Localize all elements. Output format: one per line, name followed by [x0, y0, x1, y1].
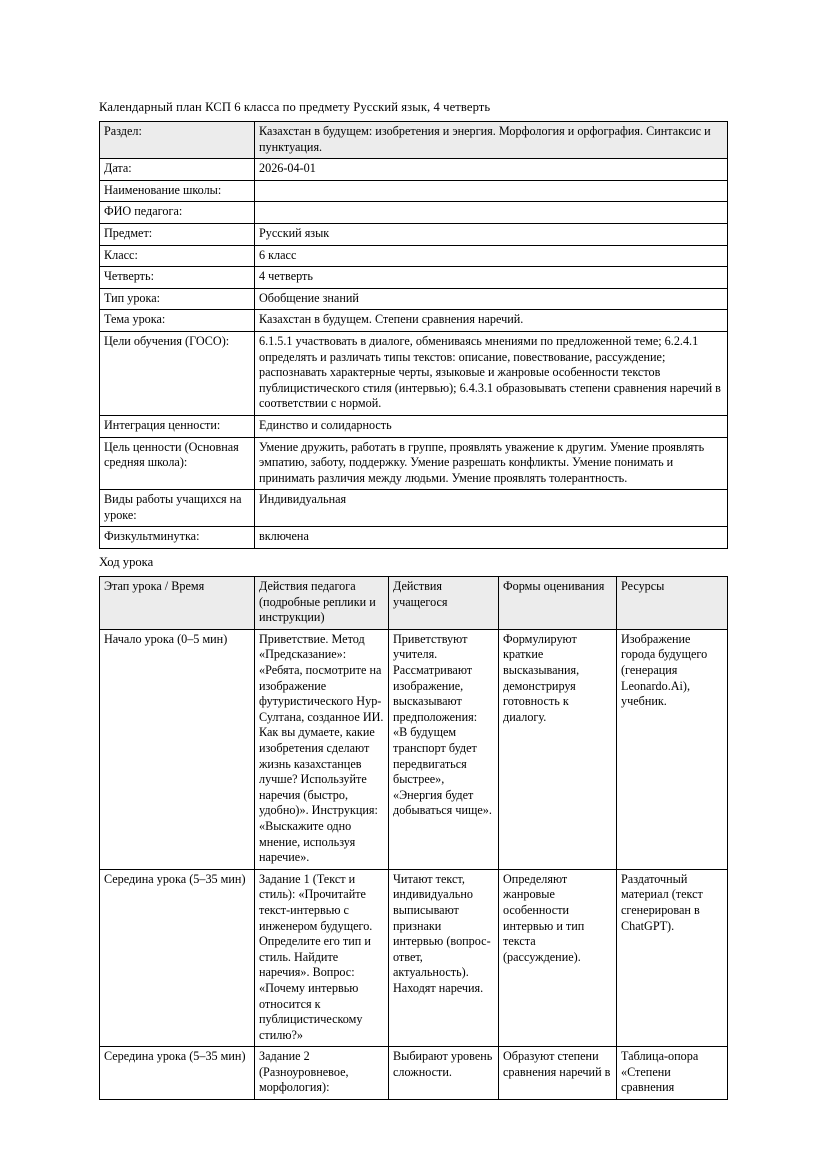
table-row [100, 415, 728, 437]
info-value: Казахстан в будущем: изобретения и энергия. Морфология и орфография. Синтаксис и пунктуация. [255, 122, 728, 159]
cell-teacher-actions: Приветствие. Метод «Предсказание»: «Ребята, посмотрите на изображение футуристического Нур-Султана, созданное ИИ. Как вы думаете, какие изобретения сделают жизнь казахстанцев лучше? Используйте наречия (быстро, удобно)». Инструкция: «Выскажите одно мнение, используя наречие». [255, 629, 389, 869]
info-value: 4 четверть [255, 267, 728, 289]
info-label: Цели обучения (ГОСО): [100, 331, 255, 415]
lesson-flow-table-head [100, 577, 728, 630]
info-label: Класс: [100, 245, 255, 267]
info-value: Единство и солидарность [255, 415, 728, 437]
table-row [100, 180, 728, 202]
column-header-assessment: Формы оценивания [499, 577, 617, 630]
info-value: Обобщение знаний [255, 288, 728, 310]
cell-resources: Раздаточный материал (текст сгенерирован в ChatGPT). [617, 869, 728, 1047]
info-label: Наименование школы: [100, 180, 255, 202]
info-label: Четверть: [100, 267, 255, 289]
table-row [100, 437, 728, 490]
info-label: Дата: [100, 159, 255, 181]
cell-assessment: Определяют жанровые особенности интервью и тип текста (рассуждение). [499, 869, 617, 1047]
info-value: 6 класс [255, 245, 728, 267]
cell-assessment: Формулируют краткие высказывания, демонстрируя готовность к диалогу. [499, 629, 617, 869]
info-label: Раздел: [100, 122, 255, 159]
info-label: Тип урока: [100, 288, 255, 310]
table-row [100, 310, 728, 332]
info-label: Физкультминутка: [100, 527, 255, 549]
info-label: Интеграция ценности: [100, 415, 255, 437]
info-label: ФИО педагога: [100, 202, 255, 224]
table-header-row [100, 577, 728, 630]
cell-stage: Начало урока (0–5 мин) [100, 629, 255, 869]
cell-student-actions: Читают текст, индивидуально выписывают признаки интервью (вопрос-ответ, актуальность). Находят наречия. [389, 869, 499, 1047]
info-label: Предмет: [100, 223, 255, 245]
info-value [255, 202, 728, 224]
info-value: Умение дружить, работать в группе, проявлять уважение к другим. Умение проявлять эмпатию, заботу, поддержку. Умение разрешать конфликты. Умение понимать и принимать различия между людьми. Умение проявлять толерантность. [255, 437, 728, 490]
column-header-stage: Этап урока / Время [100, 577, 255, 630]
cell-stage: Середина урока (5–35 мин) [100, 1047, 255, 1100]
table-row [100, 223, 728, 245]
cell-teacher-actions: Задание 1 (Текст и стиль): «Прочитайте текст-интервью с инженером будущего. Определите его тип и стиль. Найдите наречия». Вопрос: «Почему интервью относится к публицистическому стилю?» [255, 869, 389, 1047]
table-row [100, 202, 728, 224]
info-value: включена [255, 527, 728, 549]
page-title: Календарный план КСП 6 класса по предмету Русский язык, 4 четверть [99, 100, 491, 114]
table-row [100, 490, 728, 527]
table-row [100, 527, 728, 549]
column-header-teacher-actions: Действия педагога (подробные реплики и инструкции) [255, 577, 389, 630]
info-label: Цель ценности (Основная средняя школа): [100, 437, 255, 490]
lesson-flow-table-body [100, 629, 728, 1099]
table-row [100, 1047, 728, 1100]
info-value: Индивидуальная [255, 490, 728, 527]
table-row [100, 331, 728, 415]
table-row [100, 288, 728, 310]
lesson-flow-table [99, 576, 728, 1100]
cell-assessment: Образуют степени сравнения наречий в [499, 1047, 617, 1100]
info-label: Виды работы учащихся на уроке: [100, 490, 255, 527]
info-label: Тема урока: [100, 310, 255, 332]
cell-stage: Середина урока (5–35 мин) [100, 869, 255, 1047]
table-row [100, 159, 728, 181]
info-value: 6.1.5.1 участвовать в диалоге, обмениваясь мнениями по предложенной теме; 6.2.4.1 определять и различать типы текстов: описание, повествование, рассуждение; распознавать характерные черты, языковые и жанровые особенности текстов публицистического стиля (интервью); 6.4.3.1 образовывать степени сравнения наречий в соответствии с нормой. [255, 331, 728, 415]
table-row [100, 267, 728, 289]
cell-student-actions: Выбирают уровень сложности. [389, 1047, 499, 1100]
column-header-student-actions: Действия учащегося [389, 577, 499, 630]
info-value [255, 180, 728, 202]
table-row [100, 122, 728, 159]
cell-teacher-actions: Задание 2 (Разноуровневое, морфология): [255, 1047, 389, 1100]
cell-resources: Таблица-опора «Степени сравнения [617, 1047, 728, 1100]
info-value: Казахстан в будущем. Степени сравнения наречий. [255, 310, 728, 332]
table-row [100, 629, 728, 869]
info-value: Русский язык [255, 223, 728, 245]
lesson-info-table-body [100, 122, 728, 549]
cell-student-actions: Приветствуют учителя. Рассматривают изображение, высказывают предположения: «В будущем транспорт будет передвигаться быстрее», «Энергия будет добываться чище». [389, 629, 499, 869]
table-row [100, 245, 728, 267]
cell-resources: Изображение города будущего (генерация Leonardo.Ai), учебник. [617, 629, 728, 869]
lesson-flow-heading: Ход урока [99, 555, 154, 570]
info-value: 2026-04-01 [255, 159, 728, 181]
lesson-info-table [99, 121, 728, 549]
column-header-resources: Ресурсы [617, 577, 728, 630]
table-row [100, 869, 728, 1047]
